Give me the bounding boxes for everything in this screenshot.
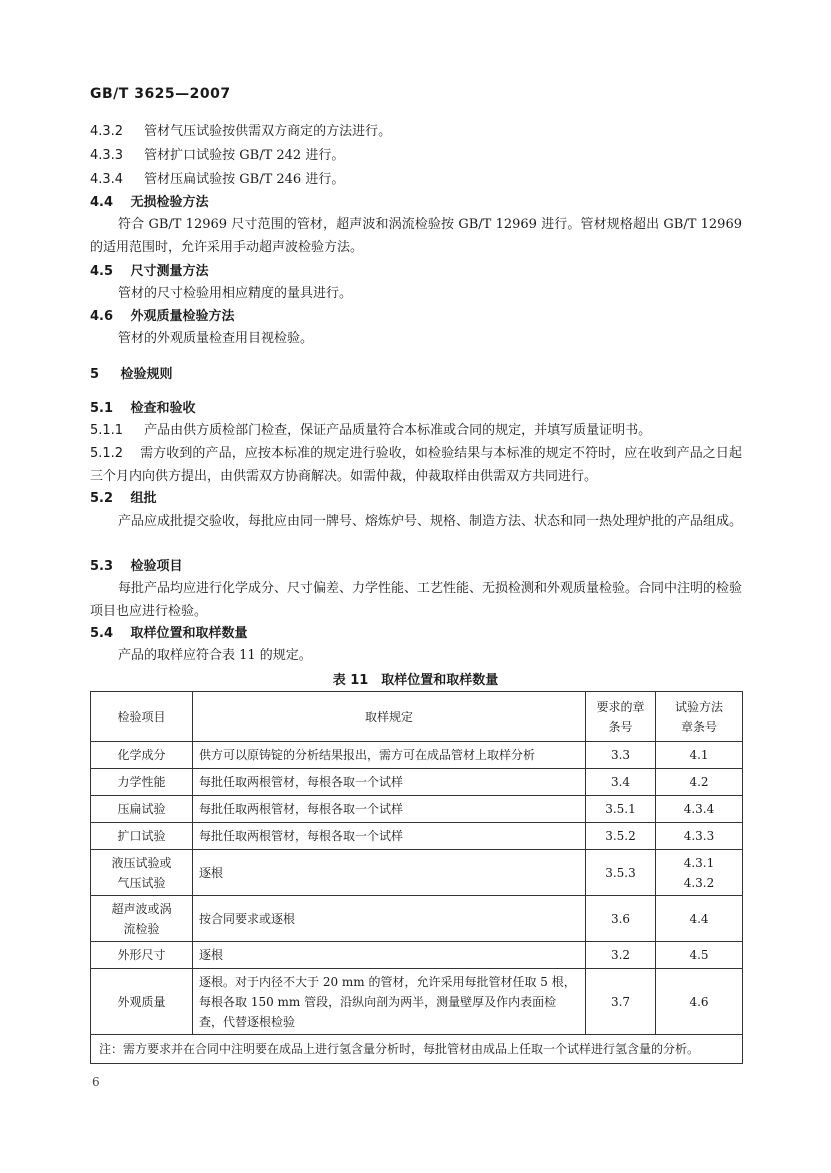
cell-rule: 按合同要求或逐根 [193,896,586,942]
clause-text: 管材扩口试验按 GB/T 242 进行。 [144,148,345,163]
body-5-4: 产品的取样应符合表 11 的规定。 [118,648,312,663]
heading-5-3 [90,557,183,577]
heading-title: 检查和验收 [130,401,196,416]
heading-title: 检验规则 [120,367,173,382]
heading-4-4 [90,193,209,213]
cell-clause: 3.4 [586,769,656,796]
cell-rule: 每批任取两根管材，每根各取一个试样 [193,796,586,823]
heading-title: 组批 [130,491,157,506]
heading-number: 5.2 [90,491,114,506]
table-row [91,850,743,896]
cell-item-line1: 液压试验或 [111,855,172,870]
cell-clause: 3.7 [586,969,656,1035]
heading-title: 无损检验方法 [130,195,209,210]
header-method [656,692,743,742]
cell-clause: 3.5.2 [586,823,656,850]
cell-method [656,850,743,896]
heading-number: 4.5 [90,264,114,279]
clause-number: 5.1.1 [90,423,124,438]
heading-number: 5.1 [90,401,114,416]
cell-clause: 3.6 [586,896,656,942]
cell-method: 4.1 [656,742,743,769]
heading-5-2 [90,489,157,509]
cell-method: 4.3.3 [656,823,743,850]
clause-number: 4.3.3 [90,148,124,163]
clause-text: 管材压扁试验按 GB/T 246 进行。 [144,172,345,187]
cell-method: 4.3.4 [656,796,743,823]
cell-item: 扩口试验 [91,823,193,850]
body-4-4: 符合 GB/T 12969 尺寸范围的管材，超声波和涡流检验按 GB/T 12969 进行。管材规格超出 GB/T 12969 的适用范围时，允许采用手动超声波检验方法。 [90,217,742,255]
clause-4-3-2 [90,122,391,142]
clause-5-1-1 [90,421,651,441]
heading-title: 尺寸测量方法 [130,264,209,279]
cell-item [91,896,193,942]
cell-item-line2: 气压试验 [117,875,166,890]
page-number: 6 [92,1075,100,1089]
cell-clause: 3.3 [586,742,656,769]
cell-item-line1: 超声波或涡 [111,901,172,916]
cell-item-line2: 流检验 [123,921,160,936]
cell-rule: 逐根 [193,942,586,969]
body-5-3: 每批产品均应进行化学成分、尺寸偏差、力学性能、工艺性能、无损检测和外观质量检验。合同中注明的检验项目也应进行检验。 [90,581,743,619]
heading-4-6 [90,307,235,327]
cell-rule: 每批任取两根管材，每根各取一个试样 [193,823,586,850]
clause-text: 需方收到的产品，应按本标准的规定进行验收，如检验结果与本标准的规定不符时，应在收到产品之日起三个月内向供方提出，由供需双方协商解决。如需仲裁，仲裁取样由供需双方共同进行。 [90,446,742,484]
cell-method: 4.2 [656,769,743,796]
table-note: 注：需方要求并在合同中注明要在成品上进行氢含量分析时，每批管材由成品上任取一个试样进行氢含量的分析。 [91,1035,743,1064]
clause-number: 5.1.2 [90,446,124,461]
cell-rule: 逐根。对于内径不大于 20 mm 的管材，允许采用每批管材任取 5 根，每根各取 150 mm 管段，沿纵向剖为两半，测量壁厚及作内表面检查，代替逐根检验 [193,969,586,1035]
cell-method: 4.4 [656,896,743,942]
cell-clause: 3.5.1 [586,796,656,823]
table-title: 表 11 取样位置和取样数量 [332,673,499,688]
header-method-line2: 章条号 [680,719,717,734]
cell-method: 4.5 [656,942,743,969]
table-row [91,823,743,850]
cell-item: 外观质量 [91,969,193,1035]
header-rule: 取样规定 [193,692,586,742]
heading-title: 检验项目 [130,559,183,574]
clause-5-1-2 [90,443,742,488]
cell-rule: 每批任取两根管材，每根各取一个试样 [193,769,586,796]
table-row [91,969,743,1035]
cell-clause: 3.2 [586,942,656,969]
heading-4-5 [90,262,209,282]
header-method-line1: 试验方法 [674,699,723,714]
cell-item: 力学性能 [91,769,193,796]
header-clause [586,692,656,742]
heading-5-4 [90,624,248,644]
header-clause-line1: 要求的章 [596,699,645,714]
table-row [91,796,743,823]
heading-title: 外观质量检验方法 [130,309,235,324]
cell-method-line2: 4.3.2 [683,875,715,890]
body-4-5: 管材的尺寸检验用相应精度的量具进行。 [118,286,353,301]
heading-number: 4.4 [90,195,114,210]
heading-5 [90,365,173,385]
cell-rule: 供方可以原铸锭的分析结果报出，需方可在成品管材上取样分析 [193,742,586,769]
clause-text: 产品由供方质检部门检查，保证产品质量符合本标准或合同的规定，并填写质量证明书。 [144,423,652,438]
cell-rule: 逐根 [193,850,586,896]
cell-item: 外形尺寸 [91,942,193,969]
table-row [91,896,743,942]
standard-code: GB/T 3625—2007 [90,86,231,102]
heading-5-1 [90,399,196,419]
cell-method-line1: 4.3.1 [683,855,715,870]
table-header-row [91,692,743,742]
heading-number: 5.4 [90,626,114,641]
body-4-6: 管材的外观质量检查用目视检验。 [118,331,314,346]
clause-4-3-3 [90,146,344,166]
heading-number: 5 [90,367,100,382]
heading-number: 4.6 [90,309,114,324]
header-item: 检验项目 [91,692,193,742]
clause-text: 管材气压试验按供需双方商定的方法进行。 [144,124,392,139]
clause-4-3-4 [90,170,344,190]
table-row [91,942,743,969]
cell-item: 压扁试验 [91,796,193,823]
heading-title: 取样位置和取样数量 [130,626,248,641]
cell-item [91,850,193,896]
table-row [91,769,743,796]
clause-number: 4.3.2 [90,124,124,139]
header-clause-line2: 条号 [608,719,633,734]
table-row [91,742,743,769]
heading-number: 5.3 [90,559,114,574]
cell-item: 化学成分 [91,742,193,769]
table-note-row [91,1035,743,1064]
cell-clause: 3.5.3 [586,850,656,896]
sampling-table [90,691,743,1064]
clause-number: 4.3.4 [90,172,124,187]
body-5-2: 产品应成批提交验收，每批应由同一牌号、熔炼炉号、规格、制造方法、状态和同一热处理炉批的产品组成。 [118,514,743,529]
cell-method: 4.6 [656,969,743,1035]
